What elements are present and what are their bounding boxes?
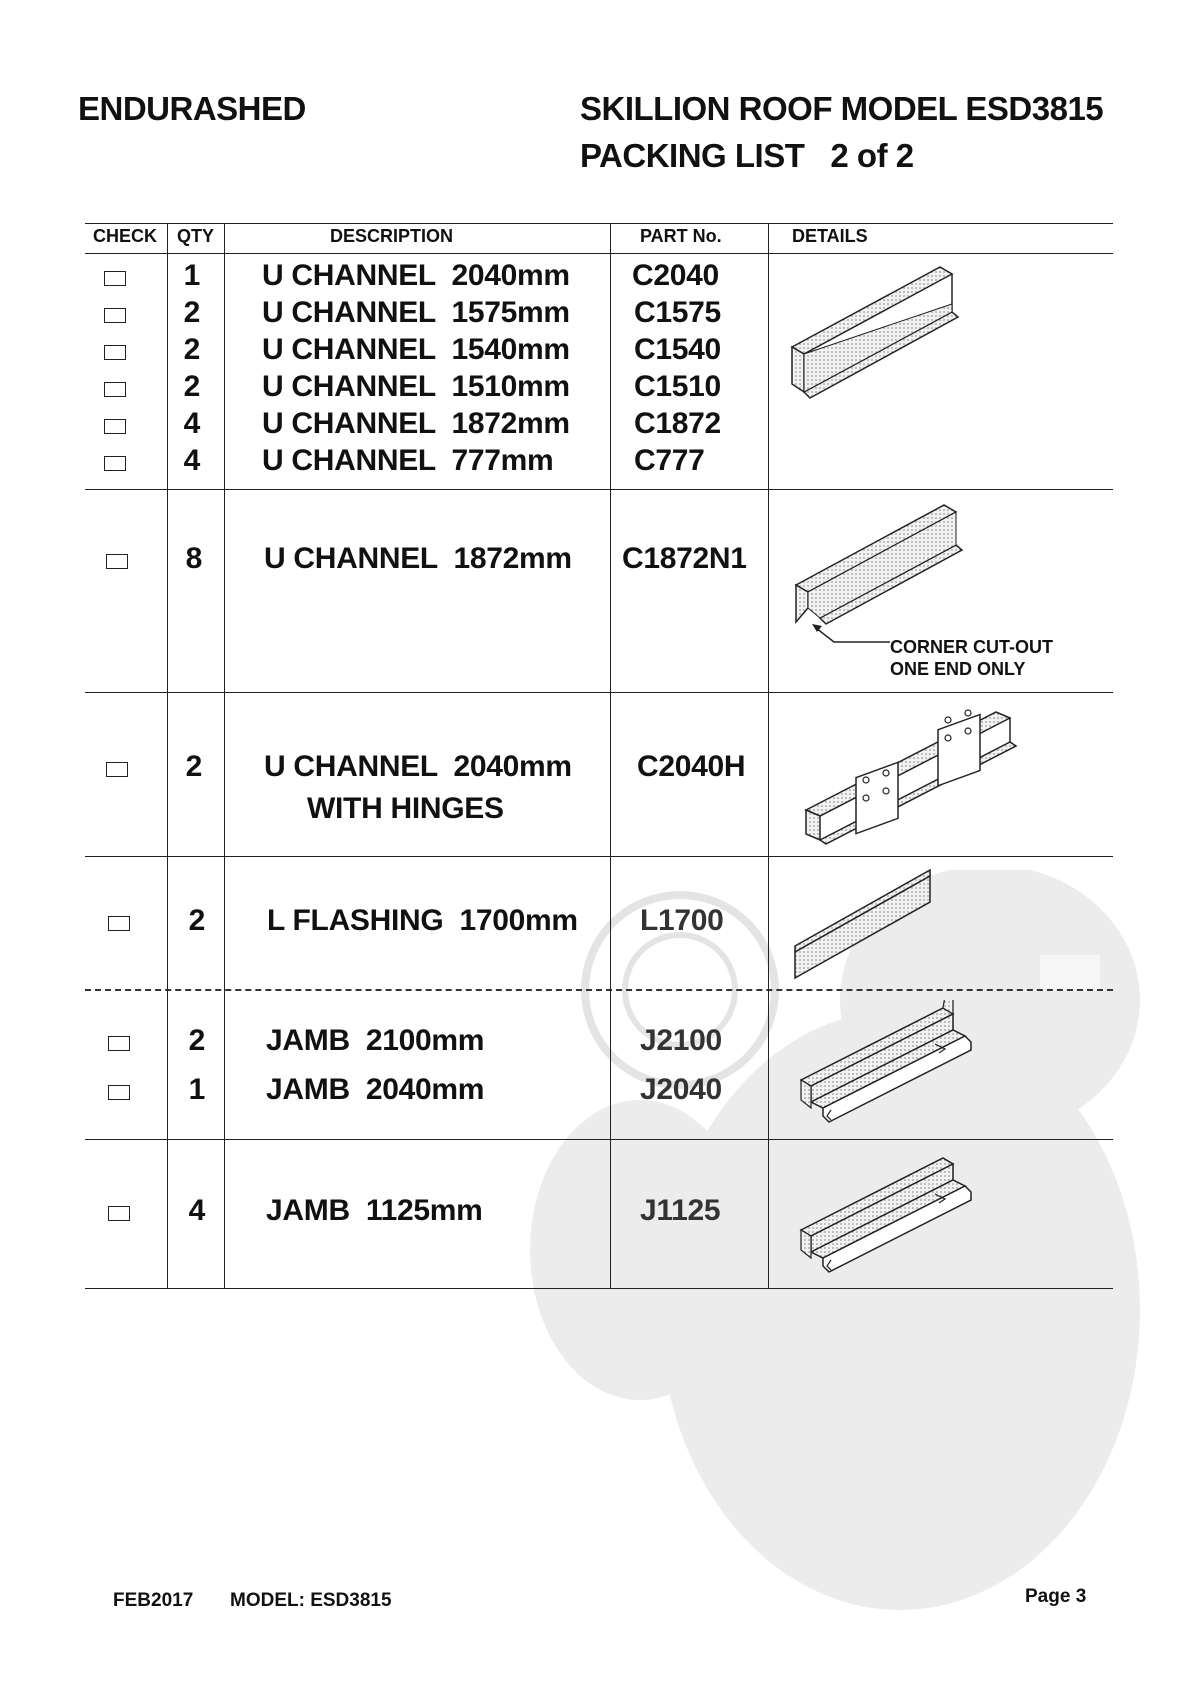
u-channel-icon bbox=[790, 262, 970, 402]
check-box[interactable] bbox=[108, 1206, 130, 1221]
description-cell: JAMB 1125mm bbox=[266, 1194, 483, 1227]
qty-cell: 2 bbox=[183, 333, 201, 366]
qty-cell: 2 bbox=[188, 1024, 206, 1057]
column-header-check: CHECK bbox=[93, 226, 158, 246]
row-divider bbox=[85, 856, 1113, 857]
check-box[interactable] bbox=[104, 419, 126, 434]
check-box[interactable] bbox=[108, 1085, 130, 1100]
part-number-cell: C1872N1 bbox=[622, 542, 747, 575]
description-cell: U CHANNEL 1872mm bbox=[264, 542, 572, 575]
jamb-icon bbox=[795, 1150, 975, 1285]
description-cell: JAMB 2100mm bbox=[266, 1024, 485, 1057]
row-divider-dashed bbox=[85, 989, 1113, 991]
column-header-description: DESCRIPTION bbox=[330, 226, 454, 246]
detail-note-line2: ONE END ONLY bbox=[890, 659, 1026, 679]
column-header-part-no: PART No. bbox=[640, 226, 722, 246]
check-box[interactable] bbox=[104, 456, 126, 471]
page-of-label: 2 of 2 bbox=[830, 137, 914, 174]
qty-cell: 8 bbox=[185, 542, 203, 575]
check-box[interactable] bbox=[104, 308, 126, 323]
column-header-qty: QTY bbox=[177, 226, 215, 246]
column-divider bbox=[610, 223, 611, 1288]
description-cell: U CHANNEL 1575mm bbox=[262, 296, 570, 329]
description-cell: L FLASHING 1700mm bbox=[267, 904, 578, 937]
description-cell: U CHANNEL 2040mm bbox=[262, 259, 570, 292]
table-top-rule bbox=[85, 223, 1113, 224]
part-number-cell: C1540 bbox=[634, 333, 721, 366]
column-header-details: DETAILS bbox=[792, 226, 868, 246]
qty-cell: 4 bbox=[183, 407, 201, 440]
check-box[interactable] bbox=[104, 271, 126, 286]
jamb-icon bbox=[795, 1000, 975, 1135]
brand-name: ENDURASHED bbox=[78, 90, 306, 127]
qty-cell: 1 bbox=[183, 259, 201, 292]
check-box[interactable] bbox=[106, 554, 128, 569]
part-number-cell: C2040 bbox=[632, 259, 719, 292]
check-box[interactable] bbox=[108, 916, 130, 931]
description-cell: U CHANNEL 1872mm bbox=[262, 407, 570, 440]
part-number-cell: L1700 bbox=[640, 904, 724, 937]
part-number-cell: J2100 bbox=[640, 1024, 722, 1057]
packing-list-label: PACKING LIST bbox=[580, 137, 805, 174]
footer-date: FEB2017 bbox=[113, 1590, 194, 1611]
qty-cell: 4 bbox=[183, 444, 201, 477]
column-divider bbox=[768, 223, 769, 1288]
row-divider bbox=[85, 1139, 1113, 1140]
row-divider bbox=[85, 489, 1113, 490]
description-cell-line2: WITH HINGES bbox=[307, 792, 504, 825]
description-cell: U CHANNEL 777mm bbox=[262, 444, 554, 477]
check-box[interactable] bbox=[104, 345, 126, 360]
page-number: Page 3 bbox=[1025, 1586, 1087, 1607]
column-divider bbox=[167, 223, 168, 1288]
part-number-cell: C1510 bbox=[634, 370, 721, 403]
document-title: SKILLION ROOF MODEL ESD3815 bbox=[580, 90, 1104, 127]
part-number-cell: J2040 bbox=[640, 1073, 722, 1106]
description-cell: U CHANNEL 1540mm bbox=[262, 333, 570, 366]
qty-cell: 2 bbox=[183, 296, 201, 329]
part-number-cell: C777 bbox=[634, 444, 705, 477]
u-channel-hinges-icon bbox=[800, 700, 1020, 845]
description-cell: JAMB 2040mm bbox=[266, 1073, 485, 1106]
check-box[interactable] bbox=[108, 1036, 130, 1051]
detail-note-line1: CORNER CUT-OUT bbox=[890, 637, 1053, 657]
part-number-cell: J1125 bbox=[640, 1194, 721, 1227]
table-bottom-rule bbox=[85, 1288, 1113, 1289]
l-flashing-icon bbox=[790, 866, 940, 986]
qty-cell: 2 bbox=[188, 904, 206, 937]
u-channel-cutout-icon bbox=[790, 500, 970, 645]
packing-list-title bbox=[580, 137, 914, 175]
qty-cell: 4 bbox=[188, 1194, 206, 1227]
qty-cell: 2 bbox=[183, 370, 201, 403]
part-number-cell: C1575 bbox=[634, 296, 721, 329]
description-cell: U CHANNEL 1510mm bbox=[262, 370, 570, 403]
row-divider bbox=[85, 692, 1113, 693]
qty-cell: 1 bbox=[188, 1073, 206, 1106]
header-bottom-rule bbox=[85, 253, 1113, 254]
footer-model: MODEL: ESD3815 bbox=[230, 1590, 392, 1611]
part-number-cell: C2040H bbox=[637, 750, 746, 783]
qty-cell: 2 bbox=[185, 750, 203, 783]
description-cell: U CHANNEL 2040mm bbox=[264, 750, 572, 783]
check-box[interactable] bbox=[104, 382, 126, 397]
part-number-cell: C1872 bbox=[634, 407, 721, 440]
check-box[interactable] bbox=[106, 762, 128, 777]
column-divider bbox=[224, 223, 225, 1288]
